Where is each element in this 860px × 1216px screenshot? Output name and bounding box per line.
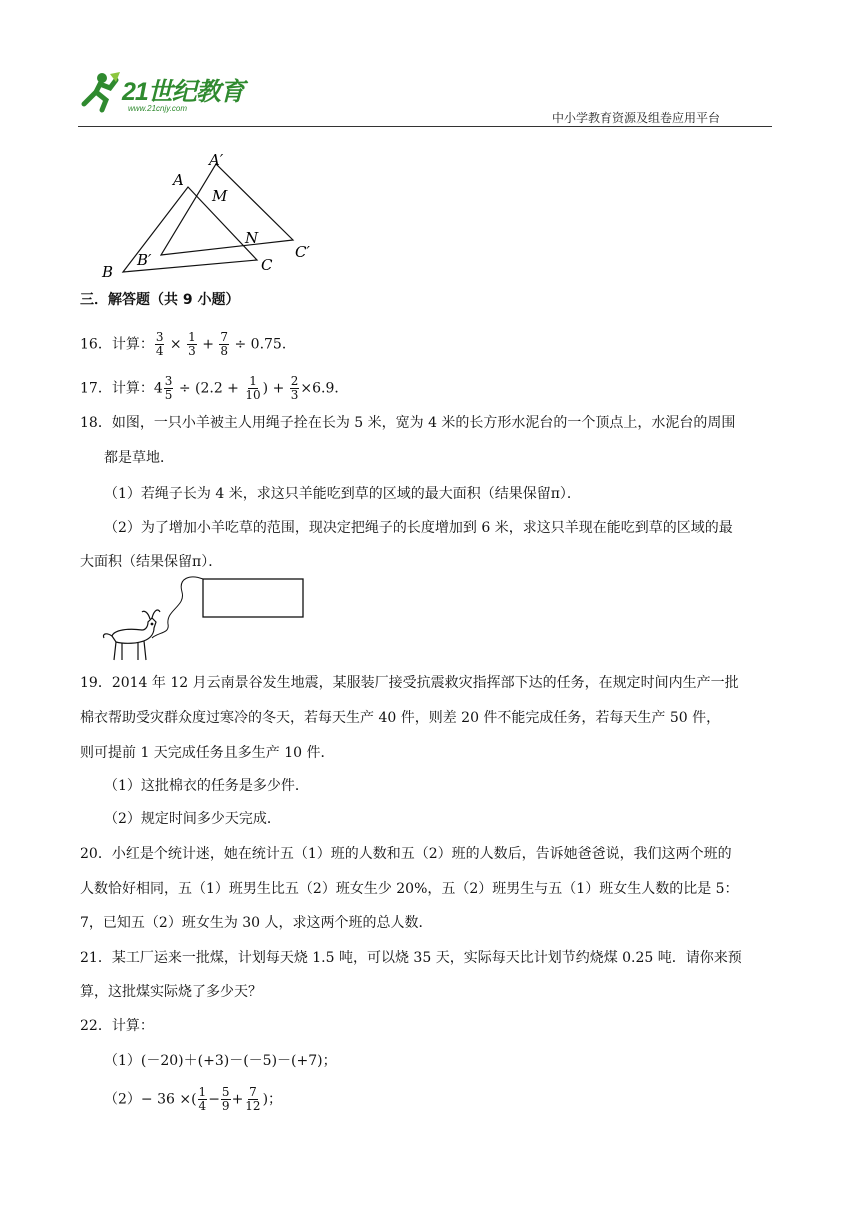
label-b: B bbox=[102, 263, 114, 280]
q17-fraction-3: $\frac{2}{3}$ bbox=[290, 374, 299, 402]
q18-part-2a: （2）为了增加小羊吃草的范围，现决定把绳子的长度增加到 6 米，求这只羊现在能吃到草的区域的最 bbox=[104, 520, 733, 536]
q21-line-1: 21．某工厂运来一批煤，计划每天烧 1.5 吨，可以烧 35 天，实际每天比计划节约烧煤 0.25 吨．请你来预 bbox=[80, 950, 742, 966]
q22-fraction-2: $\frac{5}{9}$ bbox=[221, 1085, 230, 1113]
label-b-prime: B′ bbox=[137, 251, 152, 269]
q16-prefix: 16．计算： bbox=[80, 336, 154, 353]
q17-tail: ×6.9． bbox=[300, 380, 349, 397]
goat-rope-figure bbox=[98, 572, 310, 668]
q17-prefix: 17．计算：4 bbox=[80, 380, 163, 397]
q22-operator-2: + bbox=[231, 1091, 244, 1108]
q17-fraction-2: $\frac{1}{10}$ bbox=[245, 374, 261, 402]
q22-part2-prefix: （2）− 36 ×( bbox=[104, 1091, 197, 1108]
q16-fraction-3: $\frac{7}{8}$ bbox=[220, 330, 229, 358]
section-title: 三．解答题（共 9 小题） bbox=[80, 292, 240, 308]
logo-text: 21世纪教育 bbox=[122, 78, 244, 106]
q16-fraction-1: $\frac{3}{4}$ bbox=[155, 330, 164, 358]
q22-fraction-1: $\frac{1}{4}$ bbox=[198, 1085, 207, 1113]
q22-part-2 bbox=[104, 1086, 282, 1113]
q16-operator-2: + bbox=[202, 336, 214, 353]
q21-line-2: 算，这批煤实际烧了多少天？ bbox=[80, 984, 262, 1000]
q16-tail: ÷ 0.75． bbox=[234, 336, 296, 353]
q16-fraction-2: $\frac{1}{3}$ bbox=[188, 330, 196, 358]
triangle-figure bbox=[95, 145, 335, 280]
q22-part-1: （1）(－20)＋(+3)－(－5)－(+7)； bbox=[104, 1053, 337, 1069]
q22-operator-1: − bbox=[208, 1091, 220, 1108]
label-n: N bbox=[245, 229, 259, 247]
q19-line-1: 19．2014 年 12 月云南景谷发生地震，某服装厂接受抗震救灾指挥部下达的任务，在规定时间内生产一批 bbox=[80, 675, 739, 691]
q18-line-2: 都是草地． bbox=[104, 450, 174, 466]
q22-title: 22．计算： bbox=[80, 1018, 154, 1034]
question-16 bbox=[80, 331, 296, 358]
q18-part-2b: 大面积（结果保留π）． bbox=[80, 554, 223, 570]
cement-platform-rect bbox=[203, 579, 303, 617]
rope-line bbox=[152, 577, 203, 638]
label-c: C bbox=[261, 256, 273, 274]
label-c-prime: C′ bbox=[295, 243, 310, 261]
q17-fraction-1: $\frac{3}{5}$ bbox=[164, 374, 173, 402]
q18-part-1: （1）若绳子长为 4 米，求这只羊能吃到草的区域的最大面积（结果保留π）． bbox=[104, 486, 581, 502]
logo-url: www.21cnjy.com bbox=[128, 104, 187, 113]
q16-operator-1: × bbox=[169, 336, 182, 353]
platform-title: 中小学教育资源及组卷应用平台 bbox=[552, 111, 721, 125]
label-a: A bbox=[173, 171, 184, 189]
question-17 bbox=[80, 375, 348, 402]
q18-line-1: 18．如图，一只小羊被主人用绳子拴在长为 5 米，宽为 4 米的长方形水泥台的一个顶点上，水泥台的周围 bbox=[80, 415, 736, 431]
q19-line-3: 则可提前 1 天完成任务且多生产 10 件． bbox=[80, 745, 335, 761]
q22-part2-tail: )； bbox=[262, 1091, 283, 1108]
goat-icon bbox=[103, 610, 160, 660]
label-m: M bbox=[212, 187, 228, 205]
q20-line-3: 7，已知五（2）班女生为 30 人，求这两个班的总人数． bbox=[80, 915, 433, 931]
q20-line-1: 20．小红是个统计迷，她在统计五（1）班的人数和五（2）班的人数后，告诉她爸爸说，我们这两个班的 bbox=[80, 846, 732, 862]
q19-part-2: （2）规定时间多少天完成． bbox=[104, 811, 281, 827]
label-a-prime: A′ bbox=[209, 151, 224, 169]
q22-fraction-3: $\frac{7}{12}$ bbox=[245, 1085, 261, 1113]
q19-part-1: （1）这批棉衣的任务是多少件． bbox=[104, 778, 309, 794]
header-divider bbox=[78, 126, 772, 127]
site-logo bbox=[78, 70, 253, 120]
q17-mid: ÷ (2.2 + bbox=[178, 380, 239, 397]
q17-mid2: ) + bbox=[262, 380, 285, 397]
q19-line-2: 棉衣帮助受灾群众度过寒冷的冬天，若每天生产 40 件，则差 20 件不能完成任务，若每天生产 50 件， bbox=[80, 710, 721, 726]
runner-logo-icon bbox=[78, 70, 122, 114]
q20-line-2: 人数恰好相同，五（1）班男生比五（2）班女生少 20%，五（2）班男生与五（1）班女生人数的比是 5： bbox=[80, 881, 739, 897]
